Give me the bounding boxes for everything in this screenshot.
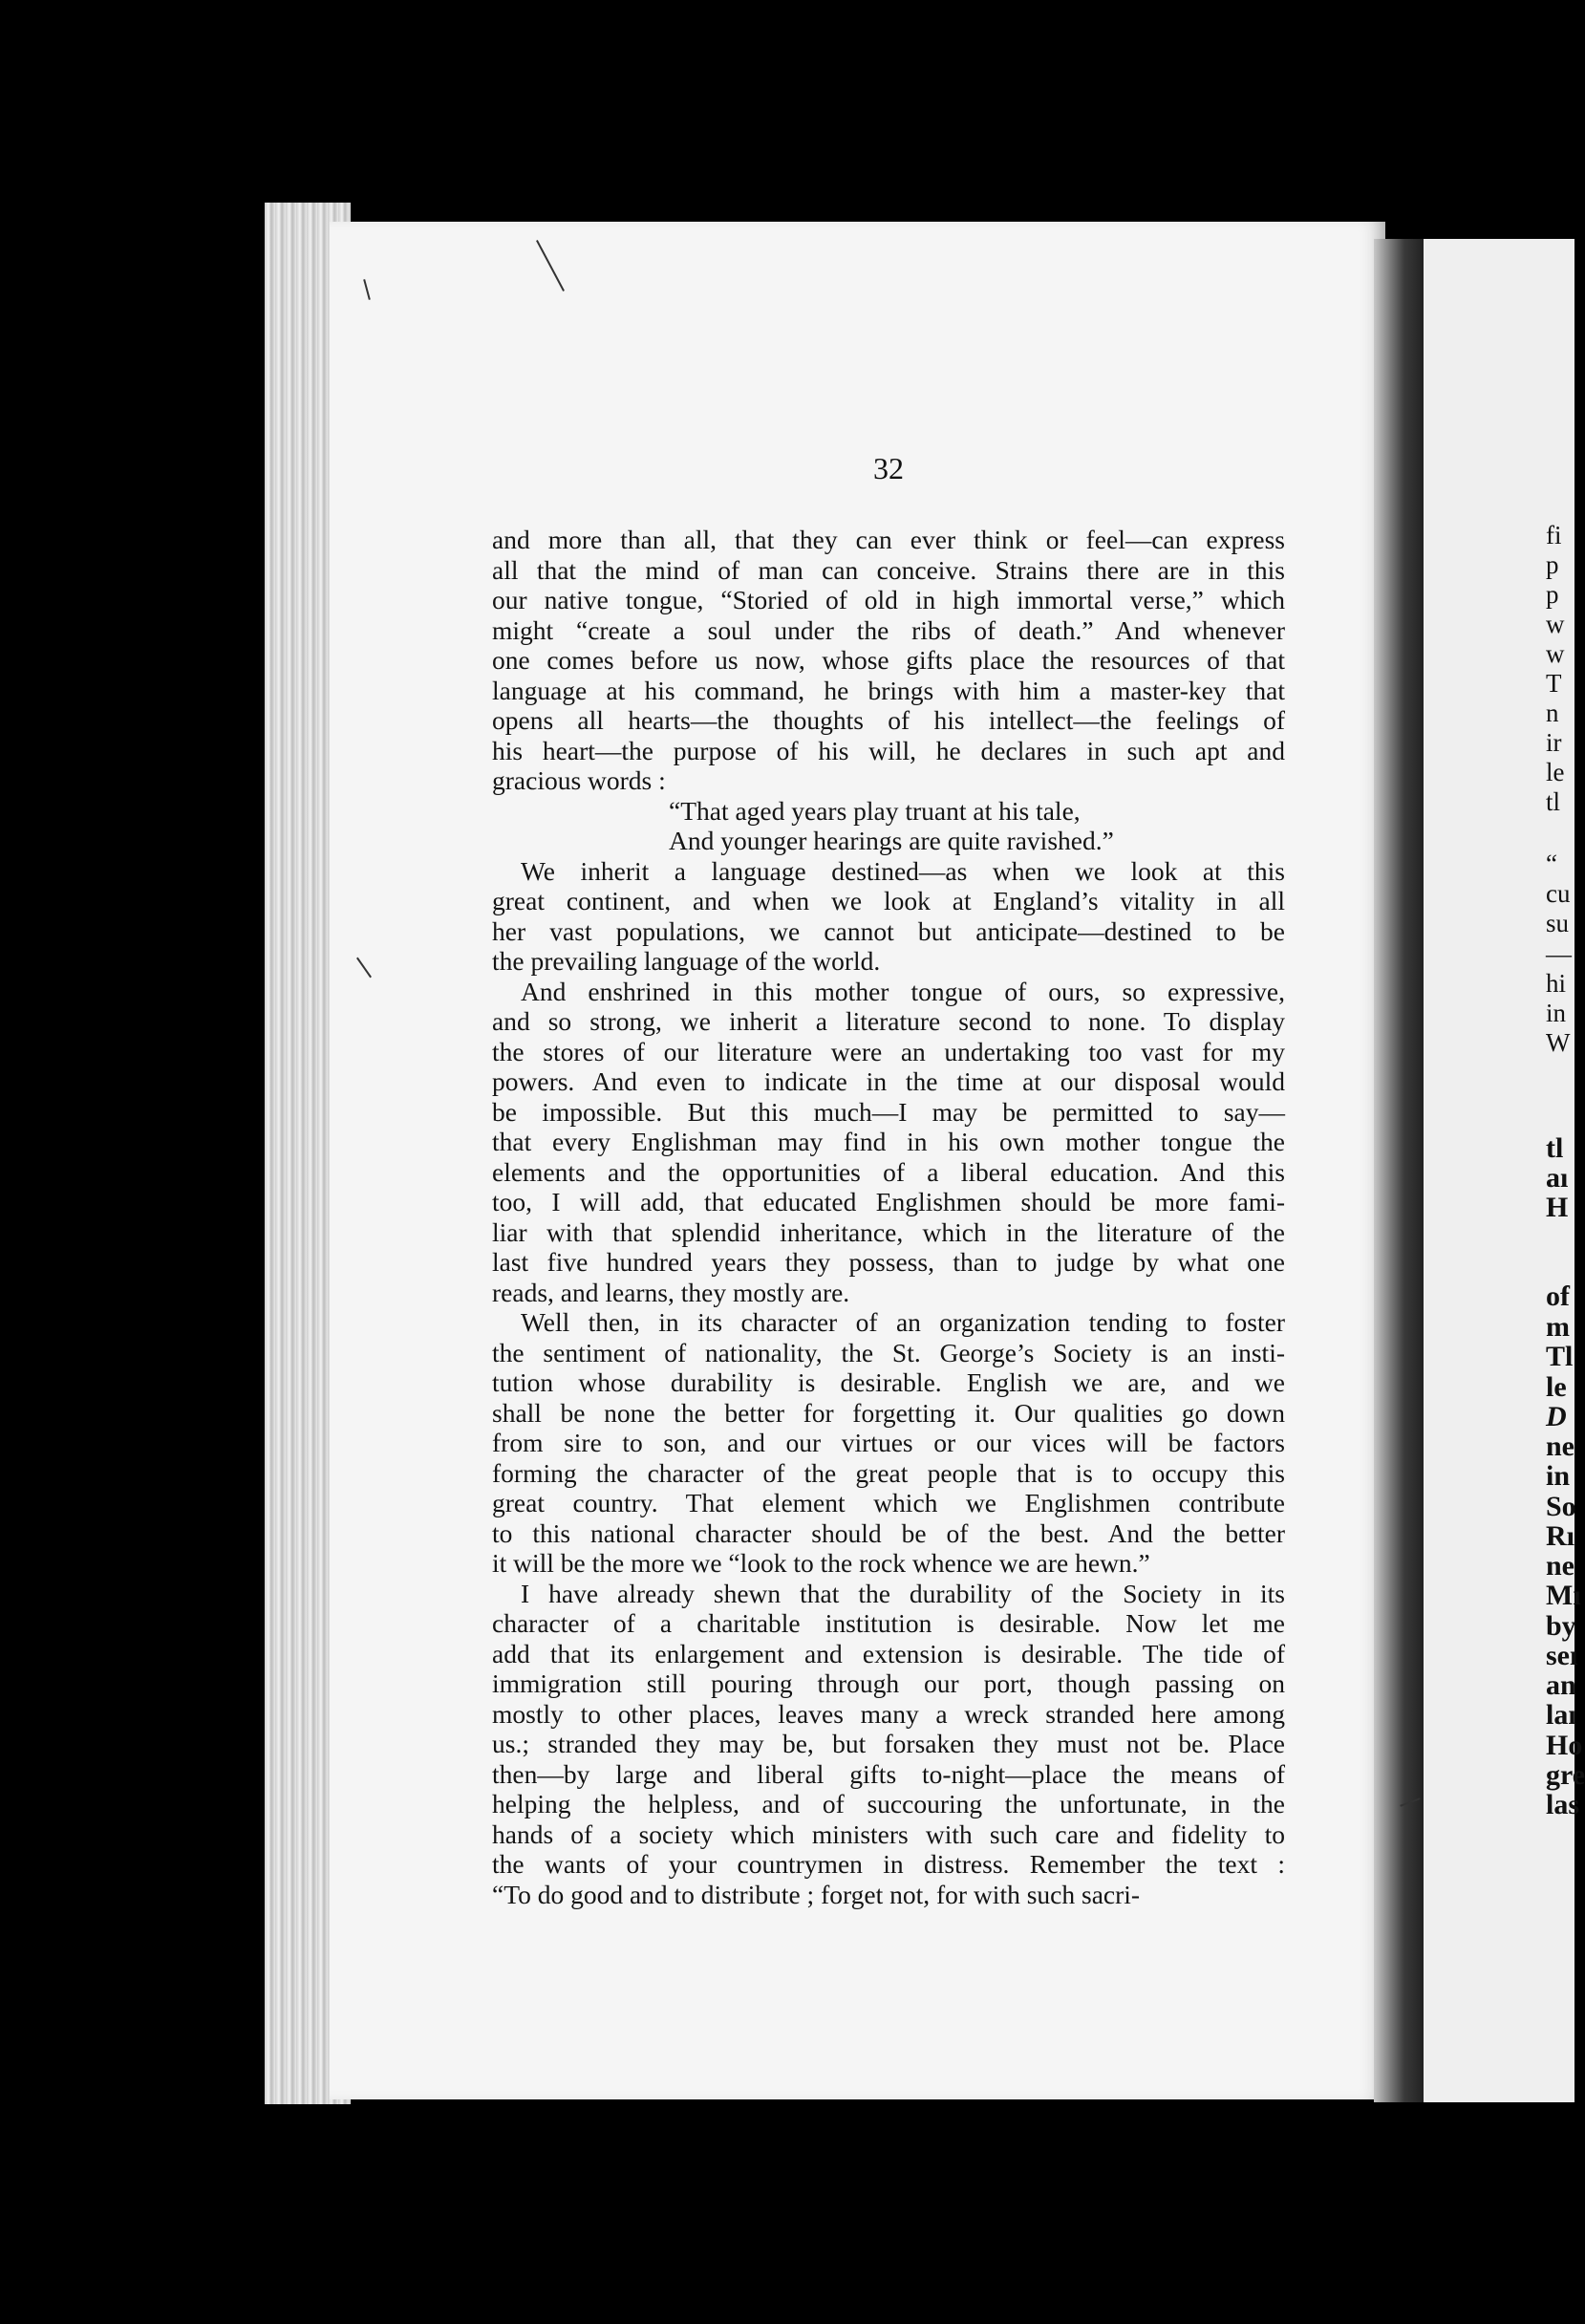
next-page-fragment: in — [1546, 1460, 1571, 1492]
next-page-fragment: in — [1546, 999, 1567, 1027]
text-line: and so strong, we inherit a literature second to none. To display — [492, 1006, 1285, 1036]
text-line: to this national character should be of the best. And the better — [492, 1517, 1285, 1548]
text-line: his heart—the purpose of his will, he declares in such apt and — [492, 735, 1285, 765]
text-line: mostly to other places, leaves many a wreck stranded here among — [492, 1698, 1285, 1729]
text-line: that every Englishman may find in his own mother tongue the — [492, 1127, 1285, 1156]
next-page-fragment: ne — [1546, 1550, 1574, 1582]
next-page-fragment: aı — [1546, 1162, 1569, 1194]
next-page-fragment: seı — [1546, 1640, 1578, 1671]
text-line: and more than all, that they can ever think or feel—can express — [492, 525, 1285, 554]
next-page-fragment: le — [1546, 758, 1565, 786]
text-line: “To do good and to distribute ; forget not, for with such sacri- — [492, 1879, 1141, 1909]
next-page-fragment: Mı — [1546, 1580, 1581, 1611]
next-page-fragment: H — [1546, 1192, 1569, 1223]
text-line: liar with that splendid inheritance, which in the literature of the — [492, 1216, 1285, 1247]
text-line: be impossible. But this much—I may be permitted to say— — [492, 1096, 1285, 1127]
text-line: I have already shewn that the durability of the Society in its — [521, 1578, 1285, 1608]
text-line: elements and the opportunities of a liberal education. And this — [492, 1156, 1285, 1187]
next-page-fragment: laı — [1546, 1699, 1576, 1731]
verse-line: “That aged years play truant at his tale, — [669, 795, 1081, 826]
next-page-fragment: n — [1546, 699, 1559, 727]
text-line: reads, and learns, they mostly are. — [492, 1277, 850, 1307]
next-page-fragment: p — [1546, 580, 1559, 609]
next-page-fragment: su — [1546, 909, 1570, 937]
next-page-fragment: of — [1546, 1280, 1570, 1312]
book-gutter — [1374, 239, 1429, 2102]
text-line: powers. And even to indicate in the time at our disposal would — [492, 1066, 1285, 1096]
text-line: immigration still pouring through our port, though passing on — [492, 1668, 1285, 1698]
body-text — [492, 525, 1285, 1909]
next-page-fragment: gre — [1546, 1759, 1585, 1791]
text-line: too, I will add, that educated Englishmen should be more fami- — [492, 1187, 1285, 1216]
text-line: us.; stranded they may be, but forsaken they must not be. Place — [492, 1729, 1285, 1758]
text-line: might “create a soul under the ribs of death.” And whenever — [492, 614, 1285, 645]
text-line: all that the mind of man can conceive. Strains there are in this — [492, 554, 1285, 585]
text-line: character of a charitable institution is desirable. Now let me — [492, 1608, 1285, 1638]
text-line: the wants of your countrymen in distress. Remember the text : — [492, 1849, 1285, 1879]
text-line: gracious words : — [492, 765, 666, 795]
next-page-fragment: m — [1546, 1311, 1570, 1343]
next-page-fragment: las — [1546, 1789, 1580, 1820]
text-line: great country. That element which we Englishmen contribute — [492, 1488, 1285, 1517]
page-number: 32 — [873, 451, 904, 485]
verse-line: And younger hearings are quite ravished.” — [669, 826, 1114, 855]
next-page-fragment: So — [1546, 1491, 1576, 1522]
next-page-fragment: tl — [1546, 1132, 1564, 1164]
text-line: her vast populations, we cannot but anticipate—destined to be — [492, 915, 1285, 946]
next-page-fragment: an — [1546, 1669, 1576, 1701]
text-line: shall be none the better for forgetting it. Our qualities go down — [492, 1397, 1285, 1428]
text-line: Well then, in its character of an organization tending to foster — [521, 1307, 1285, 1337]
text-line: add that its enlargement and extension is desirable. The tide of — [492, 1638, 1285, 1668]
next-page-fragment: w — [1546, 639, 1565, 668]
text-line: the stores of our literature were an undertaking too vast for my — [492, 1036, 1285, 1066]
text-line: the sentiment of nationality, the St. George’s Society is an insti- — [492, 1337, 1285, 1367]
text-line: forming the character of the great people that is to occupy this — [492, 1457, 1285, 1488]
text-line: from sire to son, and our virtues or our vices will be factors — [492, 1428, 1285, 1457]
next-page-fragment: le — [1546, 1371, 1567, 1403]
next-page-fragment: by — [1546, 1610, 1576, 1642]
next-page-fragment: cu — [1546, 879, 1571, 908]
text-line: And enshrined in this mother tongue of ours, so expressive, — [521, 976, 1285, 1006]
next-page-fragment: ir — [1546, 728, 1562, 757]
next-page-fragment: w — [1546, 610, 1565, 638]
next-page-fragment: ne — [1546, 1431, 1574, 1462]
text-line: last five hundred years they possess, than to judge by what one — [492, 1247, 1285, 1277]
next-page-fragment: Ho — [1546, 1730, 1583, 1761]
next-page-fragment: tl — [1546, 787, 1561, 816]
next-page-fragment: hi — [1546, 969, 1567, 998]
next-page-fragment: T — [1546, 669, 1562, 698]
next-page-text-fragments — [1546, 521, 1585, 1840]
text-line: language at his command, he brings with him a master-key that — [492, 675, 1285, 705]
next-page-fragment: Tl — [1546, 1341, 1574, 1372]
next-page-fragment: fi — [1546, 521, 1562, 549]
text-line: great continent, and when we look at England’s vitality in all — [492, 886, 1285, 915]
text-line: opens all hearts—the thoughts of his intellect—the feelings of — [492, 705, 1285, 735]
text-line: our native tongue, “Storied of old in high immortal verse,” which — [492, 585, 1285, 614]
text-line: one comes before us now, whose gifts place the resources of that — [492, 645, 1285, 675]
next-page-fragment: “ — [1546, 850, 1557, 878]
text-line: then—by large and liberal gifts to-night—place the means of — [492, 1758, 1285, 1789]
next-page-fragment: p — [1546, 550, 1559, 579]
text-line: tution whose durability is desirable. English we are, and we — [492, 1367, 1285, 1397]
next-page-fragment: D — [1546, 1401, 1567, 1432]
next-page-fragment: W — [1546, 1028, 1571, 1057]
text-line: We inherit a language destined—as when we look at this — [521, 855, 1285, 886]
text-line: the prevailing language of the world. — [492, 946, 881, 976]
text-line: it will be the more we “look to the rock whence we are hewn.” — [492, 1548, 1150, 1578]
text-line: helping the helpless, and of succouring the unfortunate, in the — [492, 1789, 1285, 1818]
next-page-fragment: — — [1546, 939, 1572, 968]
text-line: hands of a society which ministers with such care and fidelity to — [492, 1818, 1285, 1849]
next-page-fragment: Rı — [1546, 1520, 1574, 1552]
